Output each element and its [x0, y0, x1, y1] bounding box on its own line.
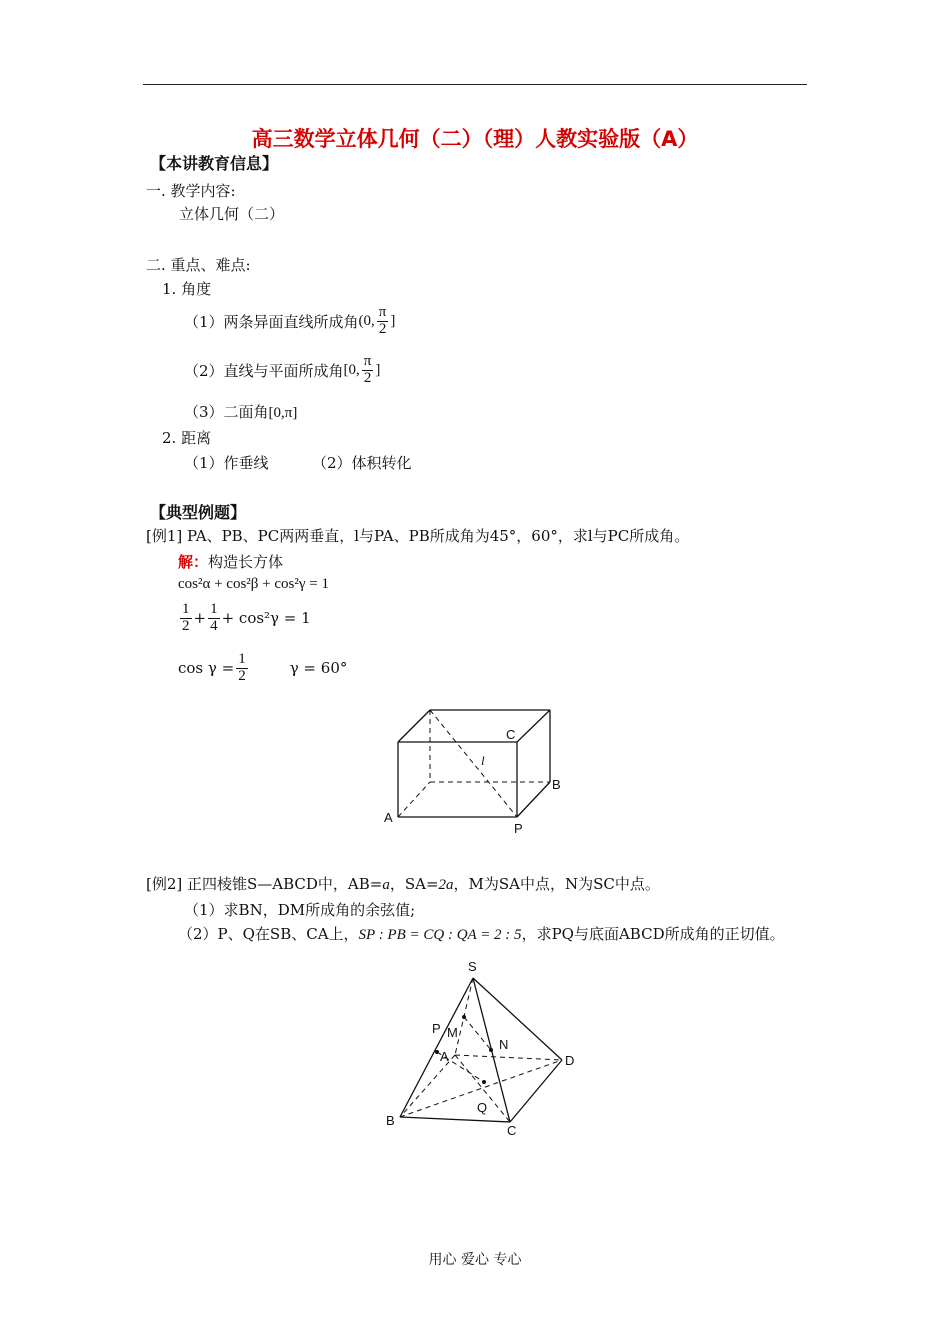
label-B: B: [552, 777, 561, 792]
distance-label: 2. 距离: [162, 429, 212, 447]
point-M: [462, 1015, 466, 1019]
equation-gamma-value: γ = 60°: [289, 659, 348, 678]
label-M: M: [447, 1025, 458, 1040]
example-2-question-2: （2）P、Q在SB、CA上，SP : PB = CQ : QA = 2 : 5，求PQ与底面ABCD所成角的正切值。: [178, 925, 785, 943]
label-A: A: [440, 1049, 449, 1064]
range-close: ]: [375, 361, 381, 378]
fraction-one-quarter: $\frac{1}{4}$: [210, 601, 218, 634]
fraction-one-half: $\frac{1}{2}$: [182, 601, 190, 634]
equation-cos-sum: cos²α + cos²β + cos²γ = 1: [178, 576, 329, 592]
example-1-problem: [例1] PA、PB、PC两两垂直，l与PA、PB所成角为45°，60°，求l与PC所成角。: [146, 527, 690, 545]
label-P: P: [514, 821, 523, 836]
item-teaching-content-label: 一. 教学内容:: [146, 182, 236, 200]
diagonal-l: [430, 710, 517, 817]
label-C: C: [507, 1123, 517, 1138]
range-open: [0,: [343, 361, 360, 378]
label-A: A: [384, 810, 393, 825]
page-title: 高三数学立体几何（二）（理）人教实验版（A）: [251, 127, 699, 151]
edge: [517, 782, 550, 817]
solution-text: 构造长方体: [208, 553, 284, 571]
angle-skew-lines-text: （1）两条异面直线所成角: [184, 312, 359, 331]
angle-dihedral: [184, 401, 297, 422]
point-P: [435, 1050, 439, 1054]
figure-box: [375, 700, 575, 840]
equation-cos-gamma-left: cos γ =: [178, 659, 235, 678]
angle-dihedral-text: （3）二面角: [184, 403, 269, 421]
page-footer: 用心 爱心 专心: [428, 1252, 522, 1268]
label-B: B: [386, 1113, 395, 1128]
equation-fractions-tail: + cos²γ = 1: [221, 609, 311, 628]
edge-SB: [400, 978, 473, 1117]
section-heading-info: 【本讲教育信息】: [150, 154, 279, 173]
label-S: S: [468, 959, 477, 974]
point-N: [489, 1048, 493, 1052]
range-close: ]: [390, 312, 396, 329]
label-C: C: [506, 727, 516, 742]
point-Q: [482, 1080, 486, 1084]
edge-AD: [455, 1055, 562, 1060]
edge-BC: [400, 1117, 510, 1122]
fraction-one-half: $\frac{1}{2}$: [238, 651, 246, 684]
label-D: D: [565, 1053, 575, 1068]
figure-pyramid: [380, 955, 590, 1140]
distance-perpendicular: （1）作垂线: [184, 454, 269, 472]
equation-cos-gamma: [178, 652, 347, 685]
edge-SD: [473, 978, 562, 1060]
distance-volume: （2）体积转化: [312, 454, 412, 472]
equation-fractions: $\frac{1}{2}$ + $\frac{1}{4}$ + cos²γ = 1: [182, 601, 311, 634]
hidden-edge: [398, 782, 430, 817]
label-P: P: [432, 1021, 441, 1036]
header-rule: [143, 84, 807, 85]
angle-line-plane: [184, 354, 380, 387]
section-heading-examples: 【典型例题】: [150, 503, 247, 522]
range-open: (0,: [358, 312, 375, 329]
item-teaching-content: 立体几何（二）: [179, 205, 285, 223]
example-2-question-1: （1）求BN，DM所成角的余弦值;: [184, 901, 416, 919]
angle-line-plane-text: （2）直线与平面所成角: [184, 361, 344, 380]
edge: [398, 710, 430, 742]
label-N: N: [499, 1037, 509, 1052]
edge: [517, 710, 550, 742]
angle-label: 1. 角度: [162, 280, 212, 298]
fraction-pi-over-2: $\frac{\pi}{2}$: [378, 304, 387, 337]
fraction-pi-over-2: $\frac{\pi}{2}$: [363, 353, 372, 386]
example-2-problem: [例2] 正四棱锥S—ABCD中，AB=a，SA=2a，M为SA中点，N为SC中点。: [146, 875, 660, 893]
range-zero-pi: [0,π]: [268, 405, 298, 421]
example-1-solution: [178, 551, 283, 572]
angle-skew-lines: [184, 305, 395, 338]
label-l: l: [481, 753, 485, 768]
solution-label: 解：: [178, 553, 209, 571]
label-Q: Q: [477, 1100, 488, 1115]
item-key-points-label: 二. 重点、难点:: [146, 256, 251, 274]
